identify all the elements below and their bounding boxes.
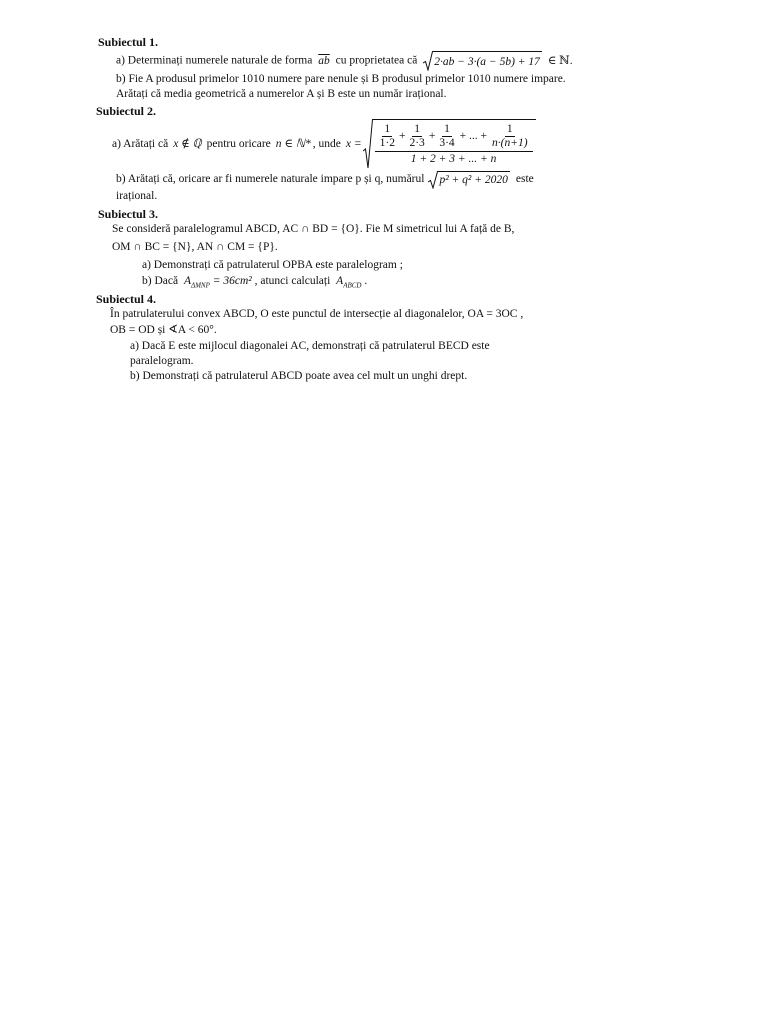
s2a-fraction-n-num: 1 [506, 122, 513, 135]
subject-2-part-a [112, 119, 536, 169]
subject-2-part-b-line-2: irațional. [116, 190, 158, 202]
subject-3-line-2: OM ∩ BC = {N}, AN ∩ CM = {P}. [112, 241, 278, 253]
subject-4-line-2: OB = OD și ∢A < 60°. [110, 324, 217, 336]
s2a-x-equals: x = [345, 137, 362, 150]
s2a-square-root [363, 119, 536, 169]
plus-sign: + [398, 130, 406, 143]
s2a-fraction-3 [437, 123, 456, 150]
s2a-sum-of-fractions [375, 123, 533, 152]
s2a-main-fraction [375, 123, 533, 166]
s3b-area-mnp [183, 275, 210, 290]
s3b-area-symbol: A [183, 275, 191, 287]
s1a-in-naturals: ∈ ℕ. [547, 54, 573, 67]
s1a-square-root [423, 51, 542, 71]
subject-3-line-1: Se consideră paralelogramul ABCD, AC ∩ BD = {O}. Fie M simetricul lui A față de B, [112, 223, 515, 235]
s3b-end: . [364, 275, 368, 287]
s2a-n-in-naturals: n ∈ ℕ* [275, 137, 311, 150]
s2a-fraction-3-den: 3·4 [439, 136, 455, 149]
plus-sign: + [428, 130, 436, 143]
s2a-fraction-1-den: 1·2 [379, 136, 395, 149]
subject-4-part-a-line-1: a) Dacă E este mijlocul diagonalei AC, demonstrați că patrulaterul BECD este [130, 340, 490, 352]
s1a-radicand: 2·ab − 3·(a − 5b) + 17 [433, 51, 542, 71]
s3b-area-abcd [336, 275, 362, 290]
subject-3-part-b [142, 274, 367, 289]
radical-sign-icon [363, 119, 373, 169]
s3b-area2-symbol: A [336, 275, 344, 287]
subject-2-part-b-line-1 [116, 170, 534, 189]
subject-3-title: Subiectul 3. [98, 207, 159, 221]
s2b-este: este [515, 173, 534, 186]
subject-3-part-a: a) Demonstrați că patrulaterul OPBA este paralelogram ; [142, 259, 403, 271]
s2b-text-pre: b) Arătați că, oricare ar fi numerele naturale impare p și q, numărul [116, 173, 425, 186]
s3b-text-mid: , atunci calculați [254, 275, 331, 287]
radical-sign-icon [428, 171, 438, 189]
s2a-fraction-2-num: 1 [414, 122, 421, 135]
s1a-ab-overline: $\overline{ab}$ [318, 54, 330, 67]
s2a-fraction-n-den: n·(n+1) [492, 136, 528, 149]
s2b-radicand: p² + q² + 2020 [438, 171, 509, 189]
subject-1-part-b-line-2: Arătați că media geometrică a numerelor A și B este un număr irațional. [116, 88, 447, 100]
s2a-unde: , unde [312, 137, 341, 150]
s3b-area2-subscript: ABCD [343, 281, 362, 290]
s2a-denominator-sum: 1 + 2 + 3 + ... + n [410, 152, 497, 165]
s2b-square-root [428, 171, 509, 189]
s2a-text-mid: pentru oricare [206, 137, 271, 150]
s2a-fraction-2 [407, 123, 426, 150]
s3b-text-pre: b) Dacă [142, 275, 179, 287]
subject-1-part-a [116, 51, 573, 71]
s1a-text-mid: cu proprietatea că [335, 54, 418, 67]
s2a-fraction-1 [378, 123, 397, 150]
s2a-ellipsis-plus: + ... + [459, 130, 488, 143]
s2a-radicand [373, 119, 536, 169]
radical-sign-icon [423, 51, 433, 71]
s1a-text-pre: a) Determinați numerele naturale de forma [116, 54, 313, 67]
subject-1-title: Subiectul 1. [98, 35, 159, 49]
s2a-text-pre: a) Arătați că [112, 137, 169, 150]
subject-4-part-b: b) Demonstrați că patrulaterul ABCD poate avea cel mult un unghi drept. [130, 370, 468, 382]
subject-4-part-a-line-2: paralelogram. [130, 355, 194, 367]
s2a-fraction-3-num: 1 [444, 122, 450, 135]
s3b-area-subscript: ΔMNP [190, 281, 210, 290]
subject-4-line-1: În patrulaterului convex ABCD, O este punctul de intersecție al diagonalelor, OA = 3OC , [110, 308, 524, 320]
s3b-area-value: = 36cm² [212, 275, 252, 287]
subject-4-title: Subiectul 4. [96, 292, 157, 306]
subject-2-title: Subiectul 2. [96, 104, 157, 118]
s2a-condition: x ∉ ℚ [173, 137, 202, 150]
subject-1-part-b-line-1: b) Fie A produsul primelor 1010 numere pare nenule și B produsul primelor 1010 numere impare. [116, 73, 566, 85]
s2a-fraction-2-den: 2·3 [409, 136, 425, 149]
s2a-fraction-1-num: 1 [384, 122, 391, 135]
s2a-fraction-n [490, 123, 530, 150]
